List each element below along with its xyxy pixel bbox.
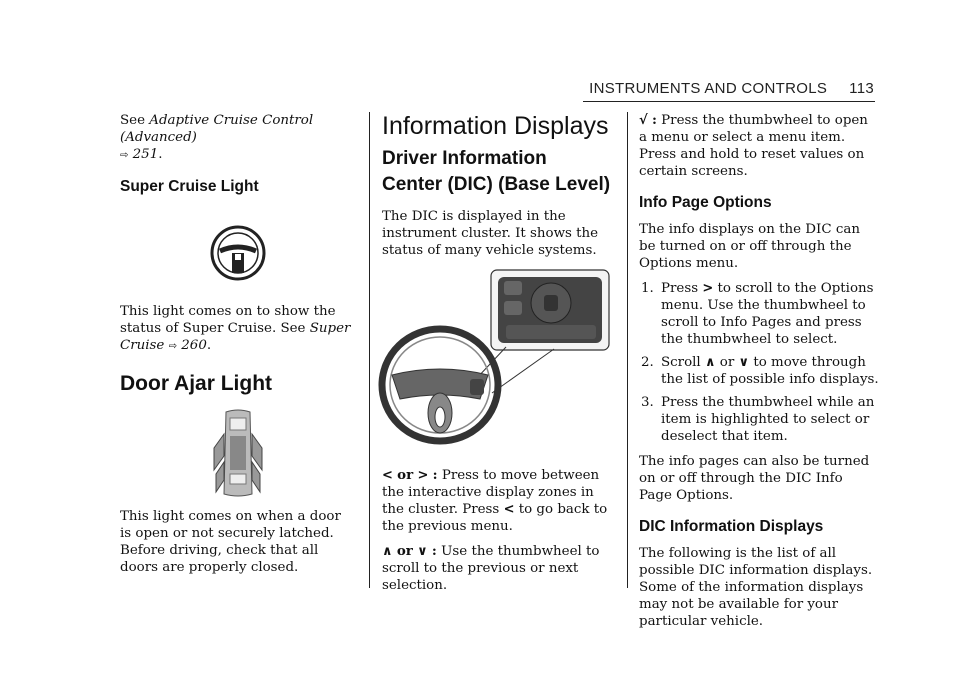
dic-text: The DIC is displayed in the instrument cluster. It shows the status of many vehicle systems.: [382, 209, 599, 258]
info-page-steps: [639, 280, 879, 445]
list-item: 2. Scroll ∧ or ∨ to move through the list of possible info displays.: [641, 355, 879, 387]
column-divider-1: [369, 112, 370, 588]
super-cruise-page-ref[interactable]: 260: [181, 338, 207, 353]
list-item: 1. Press > to scroll to the Options menu. Use the thumbwheel to scroll to Info Pages and press the thumbwheel to select.: [641, 281, 874, 347]
door-ajar-car-icon: [208, 408, 268, 498]
page-ref-icon: ⇨: [120, 150, 129, 161]
door-ajar-heading: Door Ajar Light: [120, 372, 273, 395]
dic-heading: Driver Information Center (DIC) (Base Level): [382, 148, 611, 195]
thumbwheel-press-description: √ : Press the thumbwheel to open a menu or select a menu item. Press and hold to reset values on certain screens.: [639, 112, 868, 179]
column-2: [382, 112, 612, 602]
page-number: 113: [849, 80, 874, 97]
column-divider-2: [627, 112, 628, 588]
steering-wheel-controls-illustration: [378, 267, 610, 457]
checkmark-icon: √: [639, 113, 648, 128]
section-title: Information Displays: [382, 112, 609, 140]
see-reference: See Adaptive Cruise Control (Advanced) ⇨ 251.: [120, 113, 314, 162]
super-cruise-link[interactable]: Super Cruise: [120, 321, 351, 353]
dic-displays-text: The following is the list of all possible DIC information displays. Some of the information displays may not be available for your particular vehicle.: [639, 546, 873, 629]
header-rule: [583, 101, 875, 102]
up-arrow-icon: ∧: [382, 544, 393, 559]
list-item: 3. Press the thumbwheel while an item is highlighted to select or deselect that item.: [641, 395, 875, 444]
right-arrow-icon: >: [417, 468, 429, 483]
info-page-text: The info displays on the DIC can be turned on or off through the Options menu.: [639, 222, 860, 271]
page-header: [589, 80, 874, 97]
see-page-ref[interactable]: 251: [132, 147, 159, 162]
info-page-options-heading: Info Page Options: [639, 194, 772, 211]
left-right-description: < or > : Press to move between the interactive display zones in the cluster. Press < to go back to the previous menu.: [382, 467, 608, 534]
column-3: [639, 112, 879, 638]
down-arrow-icon: ∨: [738, 355, 750, 370]
up-down-description: ∧ or ∨ : Use the thumbwheel to scroll to the previous or next selection.: [382, 543, 600, 593]
see-link[interactable]: Adaptive Cruise Control (Advanced): [120, 113, 314, 145]
right-arrow-icon: >: [702, 281, 714, 296]
left-arrow-inline-icon: <: [503, 502, 515, 517]
super-cruise-text: This light comes on to show the status of Super Cruise. See Super Cruise ⇨ 260.: [120, 304, 351, 353]
section-name: INSTRUMENTS AND CONTROLS: [589, 80, 828, 97]
up-arrow-icon: ∧: [704, 355, 716, 370]
down-arrow-icon: ∨: [417, 544, 428, 559]
dic-displays-heading: DIC Information Displays: [639, 518, 824, 535]
column-1: [120, 112, 355, 584]
left-arrow-icon: <: [382, 468, 393, 483]
door-ajar-text: This light comes on when a door is open or not securely latched. Before driving, check that all doors are properly closed.: [120, 509, 341, 575]
super-cruise-heading: Super Cruise Light: [120, 178, 259, 195]
steering-wheel-icon: [208, 223, 268, 283]
info-pages-text: The info pages can also be turned on or off through the DIC Info Page Options.: [639, 454, 870, 503]
